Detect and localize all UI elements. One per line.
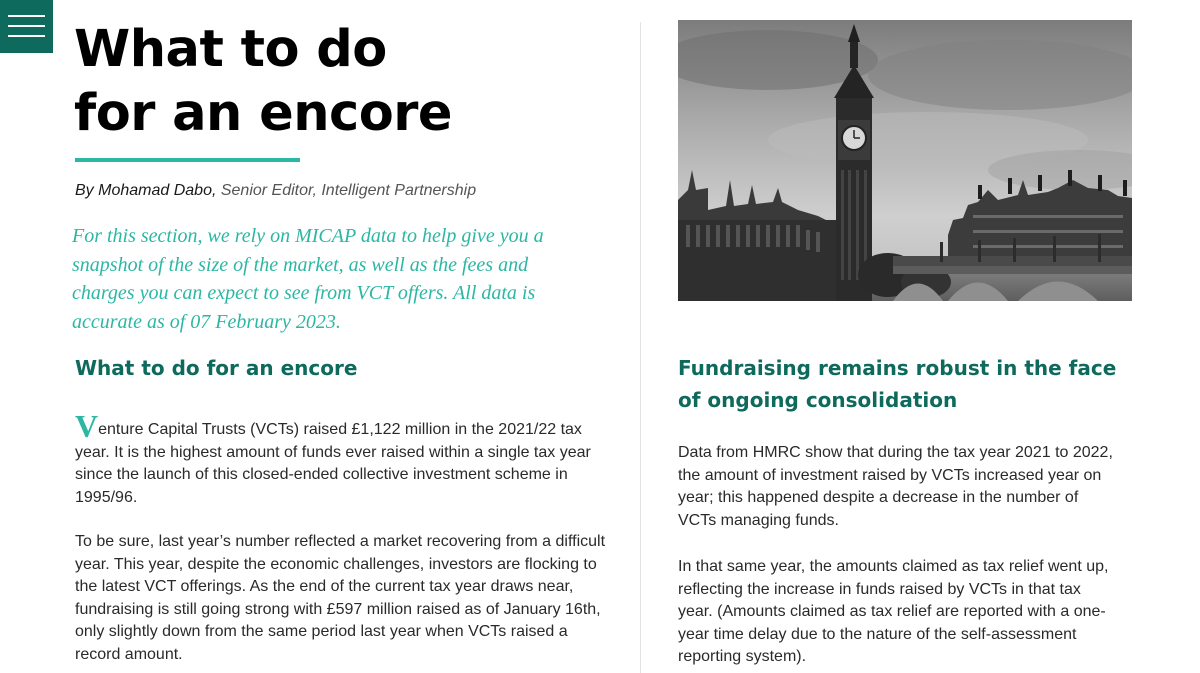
byline-role: Senior Editor, Intelligent Partnership: [216, 182, 477, 199]
left-paragraph-1: [75, 408, 605, 509]
big-ben-westminster-photo: [678, 20, 1132, 301]
title-line-1: What to do: [74, 20, 387, 79]
left-paragraph-2: To be sure, last year’s number reflected a market recovering from a difficult year. This year, despite the economic challenges, investors are flocking to the latest VCT offerings. As the end of the current tax year draws near, fundraising is still going strong with £597 million raised as of January 16th, only slightly down from the same period last year when VCTs raised a record amount.: [75, 533, 606, 663]
hamburger-menu-icon: [8, 15, 45, 17]
menu-button[interactable]: [0, 0, 53, 53]
column-divider: [640, 22, 641, 673]
right-section-heading: Fundraising remains robust in the face of ongoing consolidation: [678, 356, 1117, 412]
page-title: [74, 18, 594, 146]
hamburger-menu-icon-bar: [8, 35, 45, 37]
right-paragraph-2: In that same year, the amounts claimed as tax relief went up, reflecting the increase in funds raised by VCTs in that tax year. (Amounts claimed as tax relief are reported with a one-year time delay due to the nature of the self-assessment reporting system).: [678, 558, 1109, 666]
left-section-heading: What to do for an encore: [75, 356, 358, 380]
intro-paragraph: For this section, we rely on MICAP data to help give you a snapshot of the size of the market, as well as the fees and charges you can expect to see from VCT offers. All data is accurate as of 07 February 2023.: [72, 225, 544, 333]
left-paragraph-1-text: enture Capital Trusts (VCTs) raised £1,122 million in the 2021/22 tax year. It is the highest amount of funds ever raised within a single tax year since the launch of this closed-ended collective investment scheme in 1995/96.: [75, 421, 591, 506]
drop-cap: V: [75, 408, 99, 444]
title-underline: [75, 158, 300, 162]
byline: [75, 182, 476, 200]
byline-author: By Mohamad Dabo,: [75, 182, 217, 199]
hamburger-menu-icon-bar: [8, 25, 45, 27]
title-line-2: for an encore: [74, 84, 453, 143]
right-paragraph-1: Data from HMRC show that during the tax year 2021 to 2022, the amount of investment raised by VCTs increased year on year; this happened despite a decrease in the number of VCTs managing funds.: [678, 444, 1113, 529]
